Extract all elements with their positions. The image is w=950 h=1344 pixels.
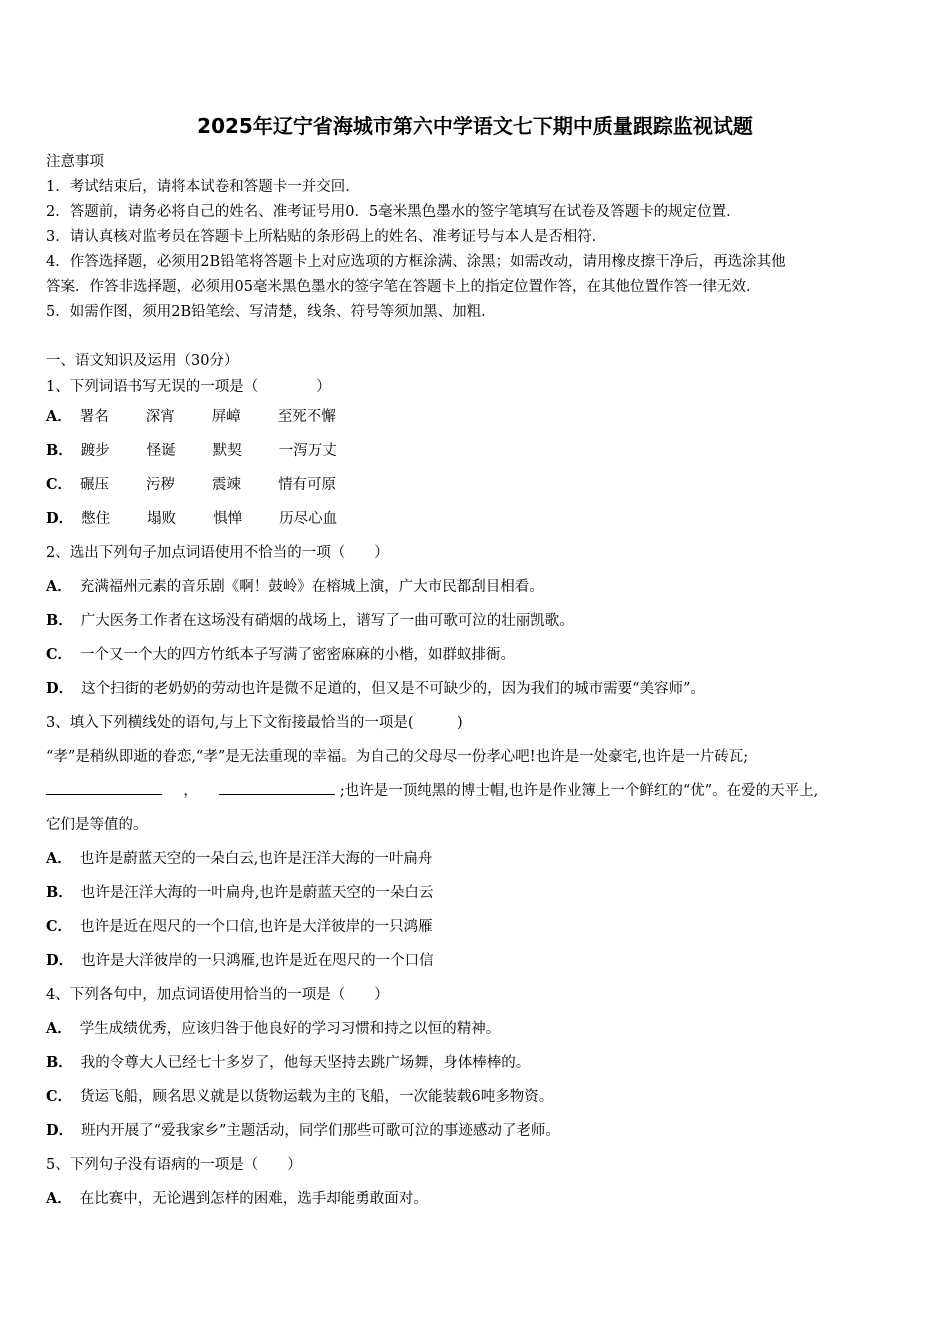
comma: ， bbox=[183, 783, 198, 799]
option-word: 署名 bbox=[79, 409, 109, 425]
option-word: 惧惮 bbox=[213, 511, 243, 527]
option-letter: D． bbox=[46, 680, 74, 697]
option-word: 一泻万丈 bbox=[278, 443, 337, 459]
notice-heading: 注意事项 bbox=[46, 154, 104, 170]
option-word: 深宵 bbox=[145, 409, 175, 425]
option-letter: A． bbox=[46, 578, 72, 595]
option-text: 也许是大洋彼岸的一只鸿雁,也许是近在咫尺的一个口信 bbox=[81, 953, 434, 969]
question-3-option-d bbox=[46, 944, 916, 978]
question-3-passage-line-2 bbox=[46, 774, 916, 808]
question-3-stem: 3、填入下列横线处的语句,与上下文衔接最恰当的一项是( ) bbox=[46, 715, 463, 731]
question-1-option-a bbox=[46, 400, 916, 434]
question-1-option-d bbox=[46, 502, 916, 536]
option-word: 踱步 bbox=[80, 443, 110, 459]
question-2-option-b bbox=[46, 604, 916, 638]
question-4-option-b bbox=[46, 1046, 916, 1080]
section-heading: 一、语文知识及运用（30分） bbox=[46, 353, 239, 369]
option-text: 我的令尊大人已经七十多岁了，他每天坚持去跳广场舞，身体棒棒的。 bbox=[80, 1055, 531, 1071]
option-letter: B． bbox=[46, 1054, 73, 1071]
option-letter: B． bbox=[46, 442, 73, 459]
question-1-option-b bbox=[46, 434, 916, 468]
option-letter: D． bbox=[46, 952, 74, 969]
question-3-option-c bbox=[46, 910, 916, 944]
option-letter: C． bbox=[46, 476, 73, 493]
option-word: 至死不懈 bbox=[277, 409, 336, 425]
fill-blank bbox=[46, 778, 162, 795]
option-text: 在比赛中，无论遇到怎样的困难，选手却能勇敢面对。 bbox=[79, 1191, 428, 1207]
notice-item: 3．请认真核对监考员在答题卡上所粘贴的条形码上的姓名、准考证号与本人是否相符． bbox=[46, 229, 607, 245]
option-letter: B． bbox=[46, 884, 73, 901]
option-letter: A． bbox=[46, 408, 72, 425]
option-letter: D． bbox=[46, 510, 74, 527]
question-3-option-b bbox=[46, 876, 916, 910]
questions-body bbox=[46, 348, 916, 1216]
option-letter: D． bbox=[46, 1122, 74, 1139]
question-3-option-a bbox=[46, 842, 916, 876]
option-text: 货运飞船，顾名思义就是以货物运载为主的飞船，一次能装载6吨多物资。 bbox=[80, 1089, 554, 1105]
option-letter: C． bbox=[46, 918, 73, 935]
option-letter: A． bbox=[46, 1190, 72, 1207]
option-word: 怪诞 bbox=[146, 443, 176, 459]
option-text: 也许是汪洋大海的一叶扁舟,也许是蔚蓝天空的一朵白云 bbox=[80, 885, 434, 901]
notice-item: 1．考试结束后，请将本试卷和答题卡一并交回． bbox=[46, 179, 360, 195]
option-word: 塌败 bbox=[147, 511, 177, 527]
option-text: 广大医务工作者在这场没有硝烟的战场上，谱写了一曲可歌可泣的壮丽凯歌。 bbox=[80, 613, 574, 629]
option-word: 默契 bbox=[212, 443, 242, 459]
option-word: 污秽 bbox=[146, 477, 176, 493]
option-word: 憋住 bbox=[81, 511, 111, 527]
question-5-option-a bbox=[46, 1182, 916, 1216]
option-word: 历尽心血 bbox=[279, 511, 338, 527]
option-text: 也许是蔚蓝天空的一朵白云,也许是汪洋大海的一叶扁舟 bbox=[79, 851, 433, 867]
option-letter: C． bbox=[46, 646, 73, 663]
question-4-stem: 4、下列各句中，加点词语使用恰当的一项是（ ） bbox=[46, 987, 389, 1003]
question-4-option-d bbox=[46, 1114, 916, 1148]
question-1-option-c bbox=[46, 468, 916, 502]
question-4-option-a bbox=[46, 1012, 916, 1046]
question-4-option-c bbox=[46, 1080, 916, 1114]
question-3-passage-line-1: “孝”是稍纵即逝的眷恋,“孝”是无法重现的幸福。为自己的父母尽一份孝心吧!也许是一处豪宅,也许是一片砖瓦; bbox=[46, 749, 749, 765]
question-2-option-a bbox=[46, 570, 916, 604]
option-text: 学生成绩优秀，应该归咎于他良好的学习习惯和持之以恒的精神。 bbox=[79, 1021, 501, 1037]
option-word: 屏嶂 bbox=[211, 409, 241, 425]
option-text: 这个扫街的老奶奶的劳动也许是微不足道的，但又是不可缺少的，因为我们的城市需要“美容师”。 bbox=[81, 681, 705, 697]
option-letter: C． bbox=[46, 1088, 73, 1105]
option-letter: A． bbox=[46, 850, 72, 867]
question-3-passage-line-3: 它们是等值的。 bbox=[46, 817, 148, 833]
question-2-stem: 2、选出下列句子加点词语使用不恰当的一项（ ） bbox=[46, 545, 389, 561]
option-word: 情有可原 bbox=[278, 477, 337, 493]
notice-item: 4．作答选择题，必须用2B铅笔将答题卡上对应选项的方框涂满、涂黑；如需改动，请用橡皮擦干净后，再选涂其他 bbox=[46, 254, 786, 270]
page-title: 2025年辽宁省海城市第六中学语文七下期中质量跟踪监视试题 bbox=[197, 114, 753, 138]
notice-section bbox=[46, 150, 916, 325]
option-text: 班内开展了“爱我家乡”主题活动，同学们那些可歌可泣的事迹感动了老师。 bbox=[81, 1123, 560, 1139]
notice-item: 答案．作答非选择题，必须用05毫米黑色墨水的签字笔在答题卡上的指定位置作答，在其他位置作答一律无效． bbox=[46, 279, 761, 295]
notice-item: 2．答题前，请务必将自己的姓名、准考证号用0．5毫米黑色墨水的签字笔填写在试卷及答题卡的规定位置． bbox=[46, 204, 741, 220]
question-2-option-c bbox=[46, 638, 916, 672]
option-word: 碾压 bbox=[80, 477, 110, 493]
notice-item: 5．如需作图，须用2B铅笔绘、写清楚，线条、符号等须加黑、加粗． bbox=[46, 304, 496, 320]
fill-blank bbox=[219, 778, 335, 795]
option-text: 充满福州元素的音乐剧《啊！鼓岭》在榕城上演，广大市民都刮目相看。 bbox=[79, 579, 544, 595]
passage-tail: ;也许是一顶纯黑的博士帽,也许是作业簿上一个鲜红的“优”。在爱的天平上, bbox=[339, 783, 819, 799]
option-word: 震竦 bbox=[212, 477, 242, 493]
question-2-option-d bbox=[46, 672, 916, 706]
option-text: 也许是近在咫尺的一个口信,也许是大洋彼岸的一只鸿雁 bbox=[80, 919, 433, 935]
question-1-stem: 1、下列词语书写无误的一项是（ ） bbox=[46, 379, 331, 395]
option-text: 一个又一个大的四方竹纸本子写满了密密麻麻的小楷，如群蚁排衙。 bbox=[80, 647, 516, 663]
question-5-stem: 5、下列句子没有语病的一项是（ ） bbox=[46, 1157, 302, 1173]
option-letter: A． bbox=[46, 1020, 72, 1037]
option-letter: B． bbox=[46, 612, 73, 629]
